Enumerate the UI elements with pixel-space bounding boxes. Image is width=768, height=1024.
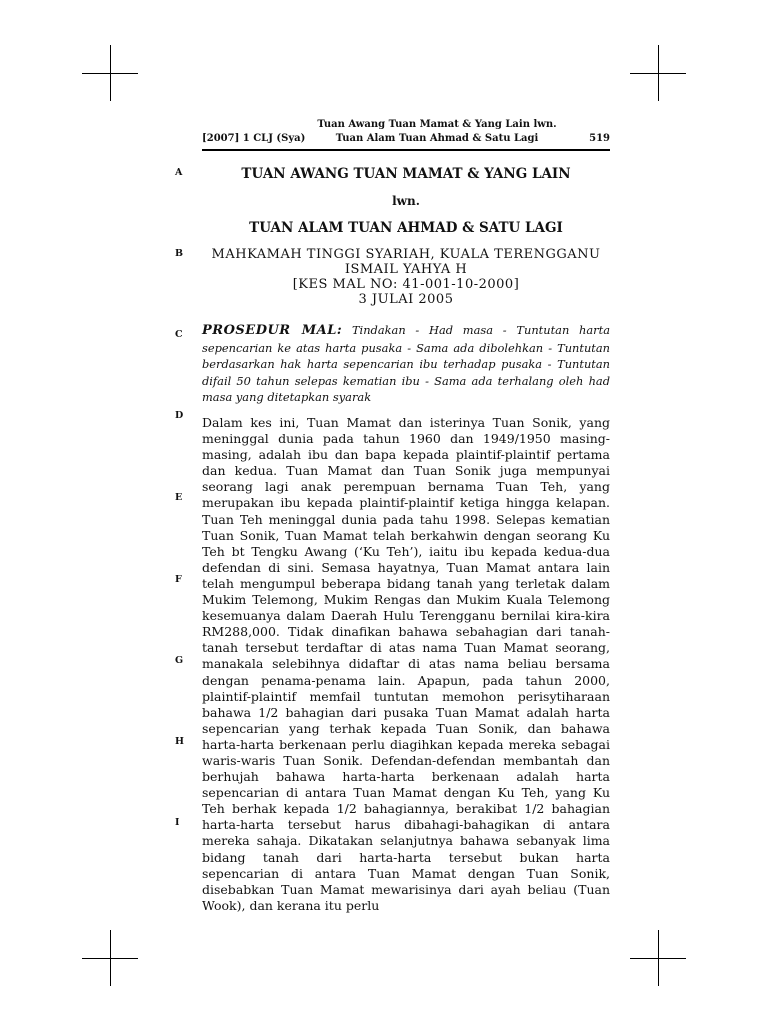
header-rule xyxy=(202,149,610,151)
margin-letter: E xyxy=(175,492,183,503)
header-parties-line1: Tuan Awang Tuan Mamat & Yang Lain lwn. xyxy=(317,119,557,130)
case-number: [KES MAL NO: 41-001-10-2000] xyxy=(292,277,520,292)
margin-letter: H xyxy=(175,736,184,747)
header-citation: [2007] 1 CLJ (Sya) xyxy=(202,133,306,144)
judge-name: ISMAIL YAHYA H xyxy=(344,262,468,277)
header-parties xyxy=(312,118,562,146)
crop-mark xyxy=(110,930,111,986)
margin-letter: B xyxy=(175,248,184,259)
headnote-lead: PROSEDUR MAL: xyxy=(202,323,343,338)
versus-label: lwn. xyxy=(392,194,420,208)
margin-letter: G xyxy=(175,655,184,666)
crop-mark xyxy=(658,930,659,986)
header-parties-line2: Tuan Alam Tuan Ahmad & Satu Lagi xyxy=(335,133,539,144)
defendant-name: TUAN ALAM TUAN AHMAD & SATU LAGI xyxy=(249,220,563,236)
headnote xyxy=(202,322,610,406)
running-header xyxy=(202,118,610,150)
court-name: MAHKAMAH TINGGI SYARIAH, KUALA TERENGGANU xyxy=(211,247,601,262)
plaintiff-name: TUAN AWANG TUAN MAMAT & YANG LAIN xyxy=(241,166,571,182)
margin-letter: C xyxy=(175,329,183,340)
headnote-text: Tindakan - Had masa - Tuntutan harta sepencarian ke atas harta pusaka - Sama ada dibolehkan - Tuntutan berdasarkan hak harta sepencarian ibu terhadap pusaka - Tuntutan difail 50 tahun selepas kematian ibu - Sama ada terhalang oleh had masa yang ditetapkan syarak xyxy=(202,323,610,405)
margin-letter: I xyxy=(175,817,180,828)
court-info xyxy=(202,247,610,307)
crop-mark xyxy=(658,45,659,101)
crop-mark xyxy=(110,45,111,101)
margin-letter: D xyxy=(175,410,184,421)
case-summary: Dalam kes ini, Tuan Mamat dan isterinya Tuan Sonik, yang meninggal dunia pada tahun 1960 dan 1949/1950 masing-masing, adalah ibu dan bapa kepada plaintif-plaintif pertama dan kedua. Tuan Mamat dan Tuan Sonik juga mempunyai seorang lagi anak perempuan bernama Tuan Teh, yang merupakan ibu kepada plaintif-plaintif ketiga hingga kelapan. Tuan Teh meninggal dunia pada tahu 1998. Selepas kematian Tuan Sonik, Tuan Mamat telah berkahwin dengan seorang Ku Teh bt Tengku Awang (‘Ku Teh’), iaitu ibu kepada kedua-dua defendan di sini. Semasa hayatnya, Tuan Mamat antara lain telah mengumpul beberapa bidang tanah yang terletak dalam Mukim Telemong, Mukim Rengas dan Mukim Kuala Telemong kesemuanya dalam Daerah Hulu Terengganu bernilai kira-kira RM288,000. Tidak dinafikan bahawa sebahagian dari tanah-tanah tersebut terdaftar di atas nama Tuan Mamat seorang, manakala selebihnya didaftar di atas nama beliau bersama dengan penama-penama lain. Apapun, pada tahun 2000, plaintif-plaintif memfail tuntutan memohon perisytiharaan bahawa 1/2 bahagian dari pusaka Tuan Mamat adalah harta sepencarian yang terhak kepada Tuan Sonik, dan bahawa harta-harta berkenaan perlu diagihkan kepada mereka sebagai waris-waris Tuan Sonik. Defendan-defendan membantah dan berhujah bahawa harta-harta berkenaan adalah harta sepencarian di antara Tuan Mamat dengan Ku Teh, yang Ku Teh berhak kepada 1/2 bahagiannya, berakibat 1/2 bahagian harta-harta tersebut harus dibahagi-bahagikan di antara mereka sahaja. Dikatakan selanjutnya bahawa sebanyak lima bidang tanah dari harta-harta tersebut bukan harta sepencarian di antara Tuan Mamat dengan Tuan Sonik, disebabkan Tuan Mamat mewarisinya dari ayah beliau (Tuan Wook), dan kerana itu perlu xyxy=(202,415,610,913)
judgment-date: 3 JULAI 2005 xyxy=(358,292,454,307)
page-number: 519 xyxy=(589,133,610,144)
margin-letter: A xyxy=(175,167,183,178)
margin-letter: F xyxy=(175,574,182,585)
